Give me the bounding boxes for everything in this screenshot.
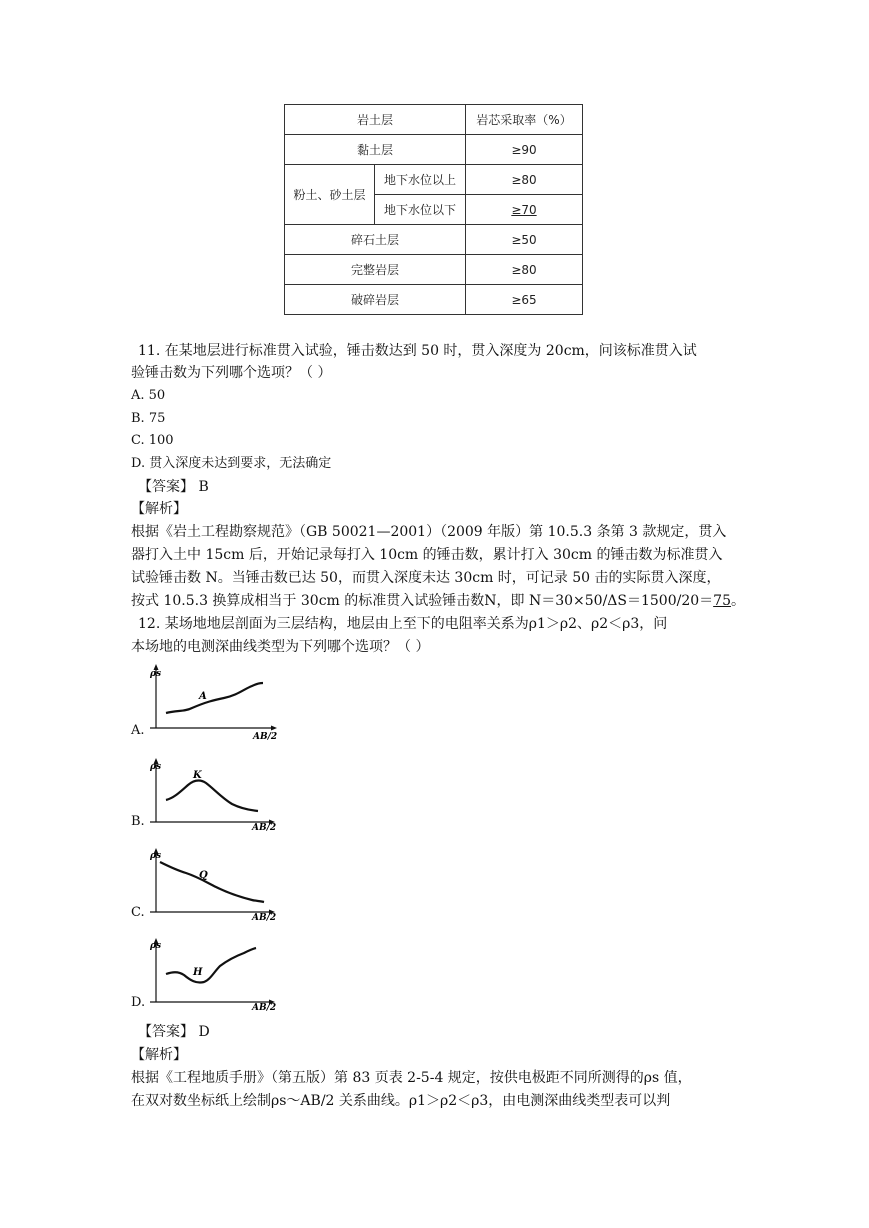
x-axis-label: AB/2 [252,913,277,922]
header-layer: 岩土层 [285,105,466,135]
formula-end: 。 [730,593,745,609]
table-row [285,225,583,255]
cell-rate: ≥65 [466,285,583,315]
curve-q-chart [148,842,278,922]
q12-stem-line1: 12. 某场地地层剖面为三层结构，地层由上至下的电阻率关系为ρ1＞ρ2、ρ2＜ρ3，问 [138,616,668,632]
curve-a-chart [148,662,278,742]
q11-analysis-line3: 试验锤击数 N。当锤击数已达 50，而贯入深度未达 30cm 时，可记录 50 击的实际贯入深度， [131,570,721,586]
cell-rate: ≥80 [466,255,583,285]
q11-option-c: C. 100 [131,433,174,448]
q12-option-d-label: D. [131,995,146,1010]
x-axis-label: AB/2 [253,732,278,742]
core-recovery-table [284,104,583,315]
answer-value: D [198,1024,210,1040]
cell-rate [466,195,583,225]
cell-layer: 破碎岩层 [285,285,466,315]
q11-analysis-line1: 根据《岩土工程勘察规范》（GB 50021—2001）（2009 年版）第 10.5.3 条第 3 款规定，贯入 [131,524,727,540]
q11-stem-line2: 验锤击数为下列哪个选项？（ ） [131,365,332,381]
y-axis-label: ρs [150,851,162,861]
answer-value: B [198,479,209,495]
x-axis-label: AB/2 [252,1003,277,1012]
formula-result: 75 [713,593,731,609]
curve-q-letter: Q [199,870,208,881]
q12-option-b-label: B. [131,814,145,829]
answer-label: 【答案】 [138,1024,194,1040]
cell-layer: 黏土层 [285,135,466,165]
cell-sub: 地下水位以下 [375,195,466,225]
table-header-row [285,105,583,135]
table-row [285,285,583,315]
curve-h-chart [148,932,278,1012]
q11-option-b: B. 75 [131,411,166,426]
q12-analysis-label: 【解析】 [131,1047,187,1063]
curve-h-letter: H [193,967,203,978]
q11-option-d: D. 贯入深度未达到要求，无法确定 [131,456,332,471]
cell-rate: ≥90 [466,135,583,165]
curve-k-letter: K [193,770,202,781]
curve-a-line [166,683,263,713]
q11-answer [138,478,209,496]
formula-text: 按式 10.5.3 换算成相当于 30cm 的标准贯入试验锤击数N，即 N＝30×50/ΔS＝1500/20＝ [131,593,714,609]
cell-rate: ≥80 [466,165,583,195]
curve-k-chart [148,752,278,832]
header-rate: 岩芯采取率（%） [466,105,583,135]
x-axis-arrow [271,726,277,731]
curve-q-line [160,862,264,902]
q11-analysis-line4 [131,592,745,610]
q12-option-a-label: A. [131,723,145,738]
cell-sub: 地下水位以上 [375,165,466,195]
q11-stem-line1: 11. 在某地层进行标准贯入试验，锤击数达到 50 时，贯入深度为 20cm，问该标准贯入试 [138,343,697,359]
q12-stem-line2: 本场地的电测深曲线类型为下列哪个选项？（ ） [131,639,430,655]
cell-layer: 碎石土层 [285,225,466,255]
table-row [285,255,583,285]
q12-analysis-line2: 在双对数坐标纸上绘制ρs～AB/2 关系曲线。ρ1＞ρ2＜ρ3，由电测深曲线类型表可以判 [131,1093,671,1109]
y-axis-label: ρs [150,762,162,772]
table-row [285,165,583,195]
q12-analysis-line1: 根据《工程地质手册》（第五版）第 83 页表 2-5-4 规定，按供电极距不同所测得的ρs 值， [131,1070,692,1086]
rate-underlined: ≥70 [511,202,537,217]
curve-k-line [166,781,258,811]
cell-layer: 粉土、砂土层 [285,165,375,225]
y-axis-label: ρs [150,941,162,951]
x-axis-label: AB/2 [252,823,277,832]
y-axis-label: ρs [150,669,162,679]
q12-answer [138,1023,210,1041]
answer-label: 【答案】 [138,479,194,495]
curve-a-letter: A [199,691,207,702]
q12-option-c-label: C. [131,905,145,920]
cell-layer: 完整岩层 [285,255,466,285]
cell-rate: ≥50 [466,225,583,255]
table-row [285,135,583,165]
q11-analysis-label: 【解析】 [131,501,187,517]
curve-h-line [166,948,256,983]
q11-option-a: A. 50 [131,388,166,403]
q11-analysis-line2: 器打入土中 15cm 后，开始记录每打入 10cm 的锤击数，累计打入 30cm 的锤击数为标准贯入 [131,547,723,563]
